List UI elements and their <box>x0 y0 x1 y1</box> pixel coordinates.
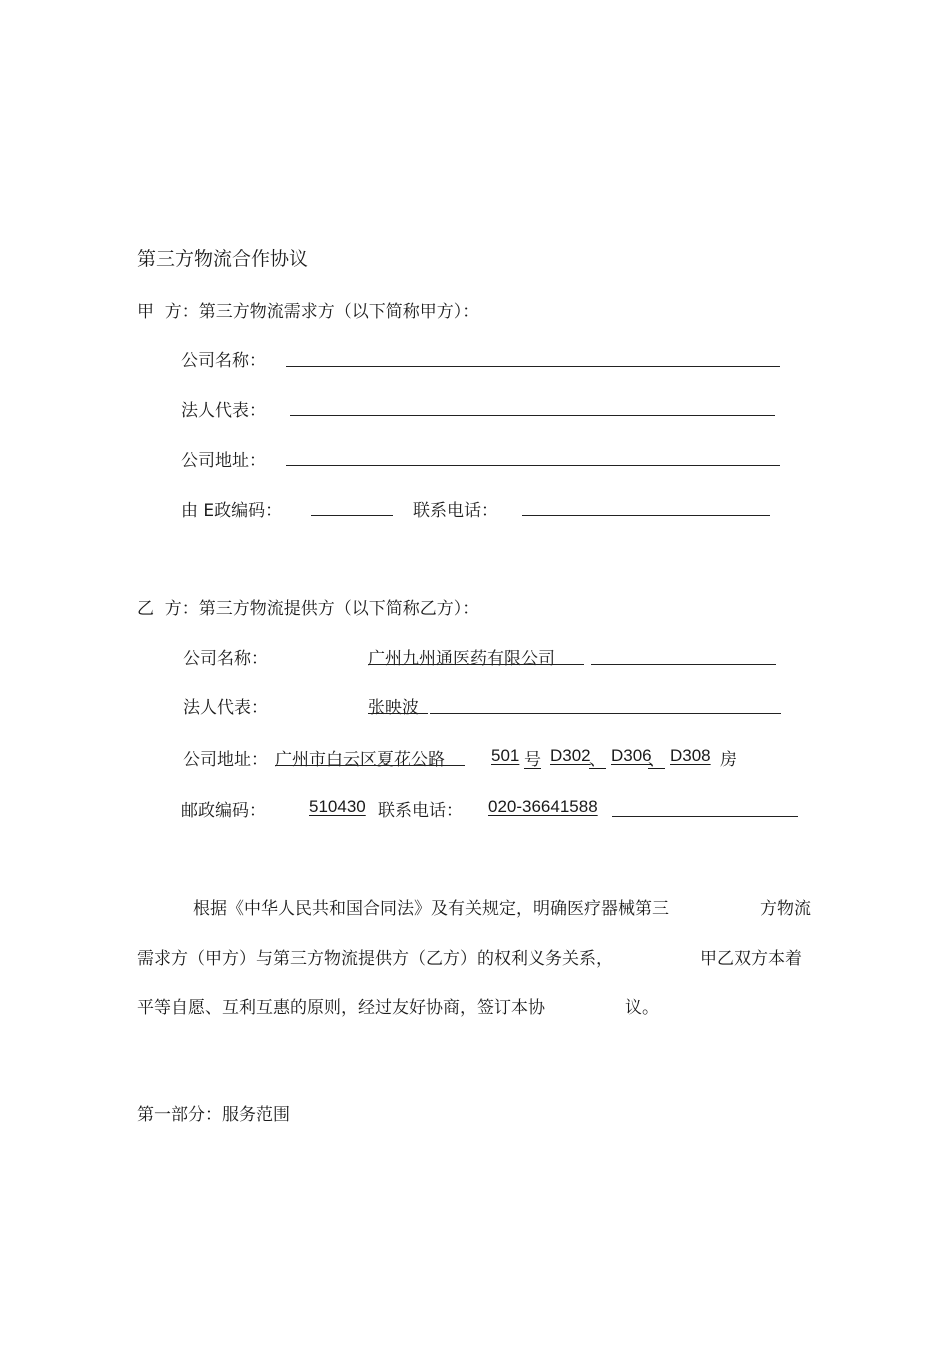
party-b-phone-label: 联系电话： <box>378 801 463 821</box>
party-b-room-3: D308 <box>670 746 711 765</box>
party-b-address-label: 公司地址： <box>183 750 268 770</box>
section-1-heading: 第一部分：服务范围 <box>137 1105 290 1125</box>
party-a-address-blank <box>286 465 780 466</box>
party-a-phone-label: 联系电话： <box>413 501 498 521</box>
party-a-company-name-label: 公司名称： <box>181 351 266 371</box>
party-b-postcode-value: 510430 <box>309 797 366 816</box>
party-a-company-name-blank <box>286 366 780 367</box>
party-b-legal-rep-value: 张映波 <box>368 698 419 718</box>
party-b-room-2: D306 <box>611 746 652 765</box>
party-a-postcode-blank <box>311 515 393 516</box>
party-b-address-value: 广州市白云区夏花公路 <box>275 750 445 770</box>
party-a-heading: 甲 方：第三方物流需求方（以下简称甲方）： <box>137 302 480 322</box>
intro-line-1b: 方物流 <box>760 899 811 919</box>
party-b-legal-rep-underline <box>368 713 428 714</box>
party-b-address-number: 501 <box>491 746 520 765</box>
intro-line-3a: 平等自愿、互利互惠的原则，经过友好协商，签订本协 <box>137 998 545 1018</box>
party-a-address-label: 公司地址： <box>181 451 266 471</box>
party-a-phone-blank <box>522 515 770 516</box>
party-b-heading: 乙 方：第三方物流提供方（以下简称乙方）： <box>137 599 480 619</box>
party-b-company-name-blank <box>591 664 776 665</box>
party-b-company-name-label: 公司名称： <box>183 649 268 669</box>
party-b-company-name-underline <box>368 664 584 665</box>
party-b-room-1: D302 <box>550 746 591 765</box>
party-a-legal-rep-label: 法人代表： <box>181 401 266 421</box>
intro-line-3b: 议。 <box>625 998 659 1018</box>
document-title: 第三方物流合作协议 <box>137 248 309 270</box>
party-b-phone-blank <box>612 816 798 817</box>
party-b-room-sep-1: 、 <box>589 750 606 770</box>
intro-line-1a: 根据《中华人民共和国合同法》及有关规定，明确医疗器械第三 <box>193 899 669 919</box>
party-b-legal-rep-blank <box>430 713 781 714</box>
party-b-legal-rep-label: 法人代表： <box>183 698 268 718</box>
intro-line-2a: 需求方（甲方）与第三方物流提供方（乙方）的权利义务关系， <box>137 949 613 969</box>
party-b-phone-value: 020-36641588 <box>488 797 598 816</box>
party-b-address-hao: 号 <box>524 750 541 770</box>
intro-line-2b: 甲乙双方本着 <box>700 949 802 969</box>
party-b-postcode-label: 邮政编码： <box>181 801 266 821</box>
party-b-room-suffix: 房 <box>720 750 737 770</box>
party-b-room-sep-2: 、 <box>648 750 665 770</box>
party-b-address-underline <box>275 765 465 766</box>
party-a-postcode-label: 由 E政编码： <box>181 501 283 521</box>
party-b-company-name-value: 广州九州通医药有限公司 <box>368 649 555 669</box>
party-a-legal-rep-blank <box>290 415 775 416</box>
